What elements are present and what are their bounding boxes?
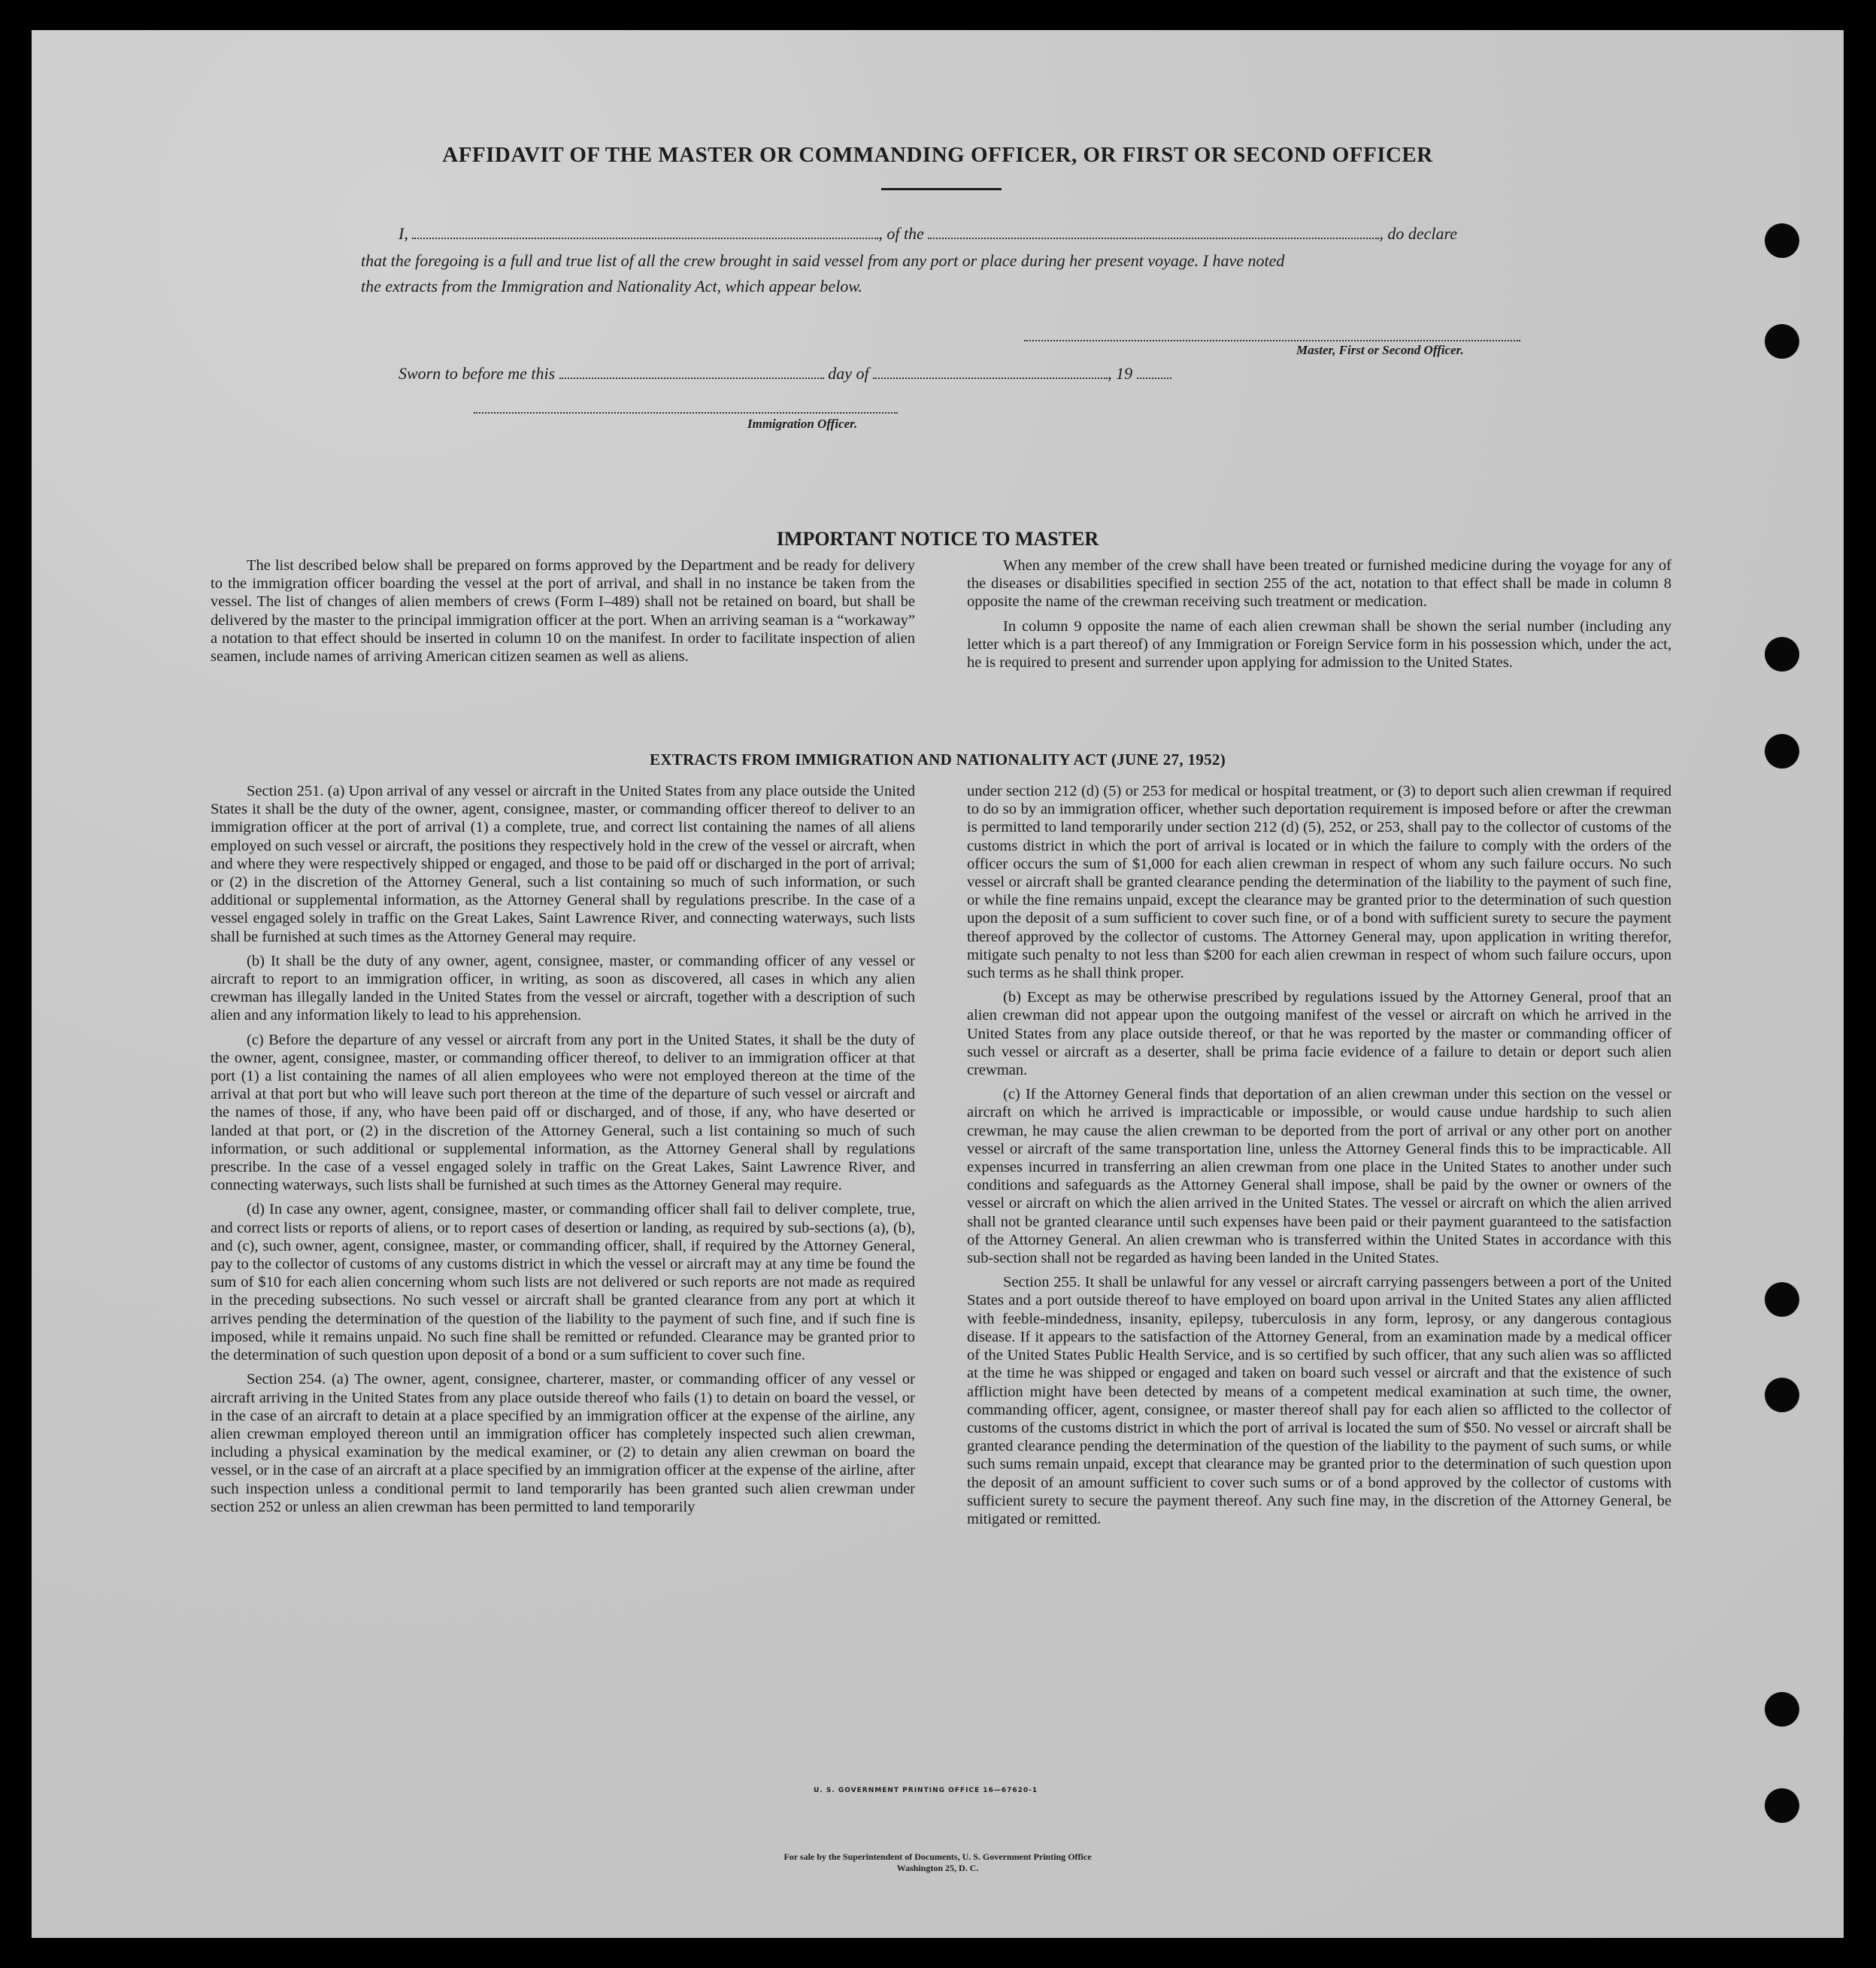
extract-paragraph: (b) It shall be the duty of any owner, agent, consignee, master, or commanding officer of any vessel or aircraft to report to an immigration officer, in writing, as soon as discovered, all cases in which any alien crewman has illegally landed in the United States from the vessel or aircraft, together with a description of such alien and any information likely to lead to his apprehension. xyxy=(211,952,915,1024)
sworn-label: Sworn to before me this xyxy=(399,364,556,383)
sale-notice xyxy=(32,1851,1844,1874)
extract-paragraph: Section 251. (a) Upon arrival of any vessel or aircraft in the United States from any place outside the United States it shall be the duty of the owner, agent, consignee, master, or commanding officer thereof to deliver to an immigration officer at the port of arrival (1) a complete, true, and correct list containing the names of all aliens employed on such vessel or aircraft, the positions they respectively hold in the crew of the vessel or aircraft, when and where they were respectively shipped or engaged, and those to be paid off or discharged in the port of arrival; or (2) in the discretion of the Attorney General, such a list containing so much of such information, or such additional or supplemental information, as the Attorney General shall by regulations prescribe. In the case of a vessel engaged solely in traffic on the Great Lakes, Saint Lawrence River, and connecting waterways, such lists shall be furnished at such times as the Attorney General may require. xyxy=(211,783,915,945)
declaration-line xyxy=(399,223,1556,244)
extracts-left-column xyxy=(211,782,915,1522)
sworn-month-field[interactable] xyxy=(873,362,1108,379)
master-signature-caption: Master, First or Second Officer. xyxy=(1296,343,1464,357)
punch-hole xyxy=(1765,1788,1799,1823)
do-declare-label: , do declare xyxy=(1379,224,1457,243)
extract-paragraph: (b) Except as may be otherwise prescribed by regulations issued by the Attorney General, proof that an alien crewman did not appear upon the outgoing manifest of the vessel or aircraft on which he arrived in the United States from any place outside thereof, or that he was reported by the master or commanding officer of such vessel or aircraft as a deserter, shall be prima facie evidence of a failure to detain or deport such alien crewman. xyxy=(967,989,1671,1079)
extract-paragraph: (c) Before the departure of any vessel or aircraft from any port in the United States, it shall be the duty of the owner, agent, consignee, master, or commanding officer thereof, to deliver to an immigration officer at that port (1) a list containing the names of all alien employees who were not employed thereon at the time of the arrival at that port but who will leave such port thereon at the time of the departure of such vessel or aircraft and the names of those, if any, who have been paid off or discharged, and of those, if any, who have deserted or landed at that port, or (2) in the discretion of the Attorney General, such a list containing so much of such information, or such additional or supplemental information, as the Attorney General shall by regulations prescribe. In the case of a vessel engaged solely in traffic on the Great Lakes, Saint Lawrence River, and connecting waterways, such lists shall be furnished at such times as the Attorney General may require. xyxy=(211,1031,915,1194)
vessel-name-field[interactable] xyxy=(928,223,1379,239)
sworn-year-field[interactable] xyxy=(1137,362,1171,379)
punch-hole xyxy=(1765,734,1799,769)
affidavit-title: AFFIDAVIT OF THE MASTER OR COMMANDING OFFICER, OR FIRST OR SECOND OFFICER xyxy=(442,143,1433,167)
punch-hole xyxy=(1765,1692,1799,1727)
sworn-day-field[interactable] xyxy=(559,362,824,379)
extract-paragraph: (d) In case any owner, agent, consignee, master, or commanding officer shall fail to deliver complete, true, and correct lists or reports of aliens, or to report cases of desertion or landing, as required by sub-sections (a), (b), and (c), such owner, agent, consignee, master, or commanding officer, shall, if required by the Attorney General, pay to the collector of customs of any customs district in which the vessel or aircraft may at any time be found the sum of $10 for each alien concerning whom such lists are not delivered or such reports are not made as required in the preceding subsections. No such vessel or aircraft shall be granted clearance from any port at which it arrives pending the determination of the question of the liability to the payment of such fine, and if such fine is imposed, while it remains unpaid. No such fine shall be remitted or refunded. Clearance may be granted prior to the determination of such question upon deposit of a bond or a sum sufficient to cover such fine. xyxy=(211,1201,915,1364)
extracts-title: EXTRACTS FROM IMMIGRATION AND NATIONALITY ACT (JUNE 27, 1952) xyxy=(650,751,1226,769)
punch-hole xyxy=(1765,637,1799,672)
day-of-label: day of xyxy=(828,364,869,383)
notice-right-column xyxy=(967,556,1671,678)
sale-notice-line-2: Washington 25, D. C. xyxy=(896,1863,979,1873)
sale-notice-line-1: For sale by the Superintendent of Documents, U. S. Government Printing Office xyxy=(783,1851,1092,1862)
of-the-label: , of the xyxy=(878,224,924,243)
punch-hole xyxy=(1765,223,1799,258)
form-page xyxy=(32,30,1844,1938)
notice-paragraph: The list described below shall be prepared on forms approved by the Department and be ready for delivery to the immigration officer boarding the vessel at the port of arrival, and shall in no instance be taken from the vessel. The list of changes of alien members of crews (Form I–489) shall not be retained on board, but shall be delivered by the master to the principal immigration officer at the port. When an arriving seaman is a “workaway” a notation to that effect should be inserted in column 10 on the manifest. In order to facilitate inspection of alien seamen, include names of arriving American citizen seamen as well as aliens. xyxy=(211,557,915,666)
extract-paragraph: Section 255. It shall be unlawful for any vessel or aircraft carrying passengers between a port of the United States and a port outside thereof to have employed on board upon arrival in the United States any alien afflicted with feeble-mindedness, insanity, epilepsy, tuberculosis in any form, leprosy, or any dangerous contagious disease. If it appears to the satisfaction of the Attorney General, from an examination made by a medical officer of the United States Public Health Service, and is so certified by such officer, that any such alien was so afflicted at the time he was shipped or engaged and taken on board such vessel or aircraft and that the existence of such affliction might have been detected by means of a competent medical examination at such time, the owner, commanding officer, agent, consignee, or master thereof shall pay for each alien so afflicted to the collector of customs of the customs district in which the port of arrival is located the sum of $50. No vessel or aircraft shall be granted clearance pending the determination of the question of the liability to the payment of such sums, or while such sums remain unpaid, except that clearance may be granted prior to the determination of such question upon the deposit of an amount sufficient to cover such sums or of a bond approved by the collector of customs with sufficient surety to secure the payment thereof. Any such fine may, in the discretion of the Attorney General, be mitigated or remitted. xyxy=(967,1274,1671,1527)
statement-line-1: that the foregoing is a full and true list of all the crew brought in said vessel from any port or place during her present voyage. I have noted xyxy=(361,251,1285,270)
immigration-officer-caption: Immigration Officer. xyxy=(747,417,858,431)
title-divider xyxy=(881,188,1002,190)
sworn-line xyxy=(399,362,1171,384)
statement-line-2: the extracts from the Immigration and Nationality Act, which appear below. xyxy=(361,277,862,296)
extract-paragraph: (c) If the Attorney General finds that deportation of an alien crewman under this section on the vessel or aircraft on which he arrived is impracticable or impossible, or would cause undue hardship to such alien crewman, he may cause the alien crewman to be deported from the port of arrival or any other port on another vessel or aircraft of the same transportation line, unless the Attorney General finds this to be impracticable. All expenses incurred in transferring an alien crewman from one place in the United States to another under such conditions and safeguards as the Attorney General shall impose, shall be paid by the owner or owners of the vessel or aircraft on which the alien arrived in the United States. The vessel or aircraft on which the alien arrived shall not be granted clearance until such expenses have been paid or their payment guaranteed to the satisfaction of the Attorney General. An alien crewman who is transferred within the United States in accordance with this sub-section shall not be regarded as having been landed in the United States. xyxy=(967,1086,1671,1267)
extracts-right-column xyxy=(967,782,1671,1534)
year-label: , 19 xyxy=(1108,364,1133,383)
punch-hole xyxy=(1765,1378,1799,1412)
master-signature-line[interactable] xyxy=(1024,340,1520,341)
extract-paragraph: under section 212 (d) (5) or 253 for medical or hospital treatment, or (3) to deport such alien crewman if required to do so by an immigration officer, whether such deportation requirement is imposed before or after the crewman is permitted to land temporarily under section 212 (d) (5), 252, or 253, shall pay to the collector of customs of the customs district in which the port of arrival is located or in which the failure to comply with the orders of the officer occurs the sum of $1,000 for each alien crewman in respect of whom any such failure occurs. No such vessel or aircraft shall be granted clearance pending the determination of the liability to the payment of such fine, or while the fine remains unpaid, except the clearance may be granted prior to the determination of such question upon the deposit of a sum sufficient to cover such fine, or of a bond with sufficient surety to secure the payment thereof approved by the collector of customs. The Attorney General may, upon application in writing therefor, mitigate such penalty to not less than $200 for each alien crewman in respect of whom such failure occurs, upon such terms as he shall think proper. xyxy=(967,783,1671,982)
punch-hole xyxy=(1765,324,1799,359)
printing-office-line: U. S. GOVERNMENT PRINTING OFFICE 16—67620-1 xyxy=(814,1787,1038,1794)
punch-hole xyxy=(1765,1282,1799,1317)
extract-paragraph: Section 254. (a) The owner, agent, consignee, charterer, master, or commanding officer of any vessel or aircraft arriving in the United States from any place outside thereof who fails (1) to detain on board the vessel, or in the case of an aircraft to detain at a place specified by an immigration officer at the expense of the airline, any alien crewman employed thereon until an immigration officer has completely inspected such alien crewman, including a physical examination by the medical examiner, or (2) to detain any alien crewman on board the vessel, or in the case of an aircraft at a place specified by an immigration officer at the expense of the airline, after such inspection unless a conditional permit to land temporarily has been granted such alien crewman under section 252 or unless an alien crewman has been permitted to land temporarily xyxy=(211,1371,915,1515)
notice-paragraph: In column 9 opposite the name of each alien crewman shall be shown the serial number (including any letter which is a part thereof) of any Immigration or Foreign Service form in his possession which, under the act, he is required to present and surrender upon applying for admission to the United States. xyxy=(967,617,1671,672)
notice-left-column xyxy=(211,556,915,672)
declarant-name-field[interactable] xyxy=(412,223,878,239)
notice-title: IMPORTANT NOTICE TO MASTER xyxy=(776,528,1099,550)
i-label: I, xyxy=(399,224,408,243)
immigration-officer-signature-line[interactable] xyxy=(474,412,898,414)
notice-paragraph: When any member of the crew shall have been treated or furnished medicine during the voyage for any of the diseases or disabilities specified in section 255 of the act, notation to that effect shall be made in column 8 opposite the name of the crewman receiving such treatment or medication. xyxy=(967,557,1671,611)
